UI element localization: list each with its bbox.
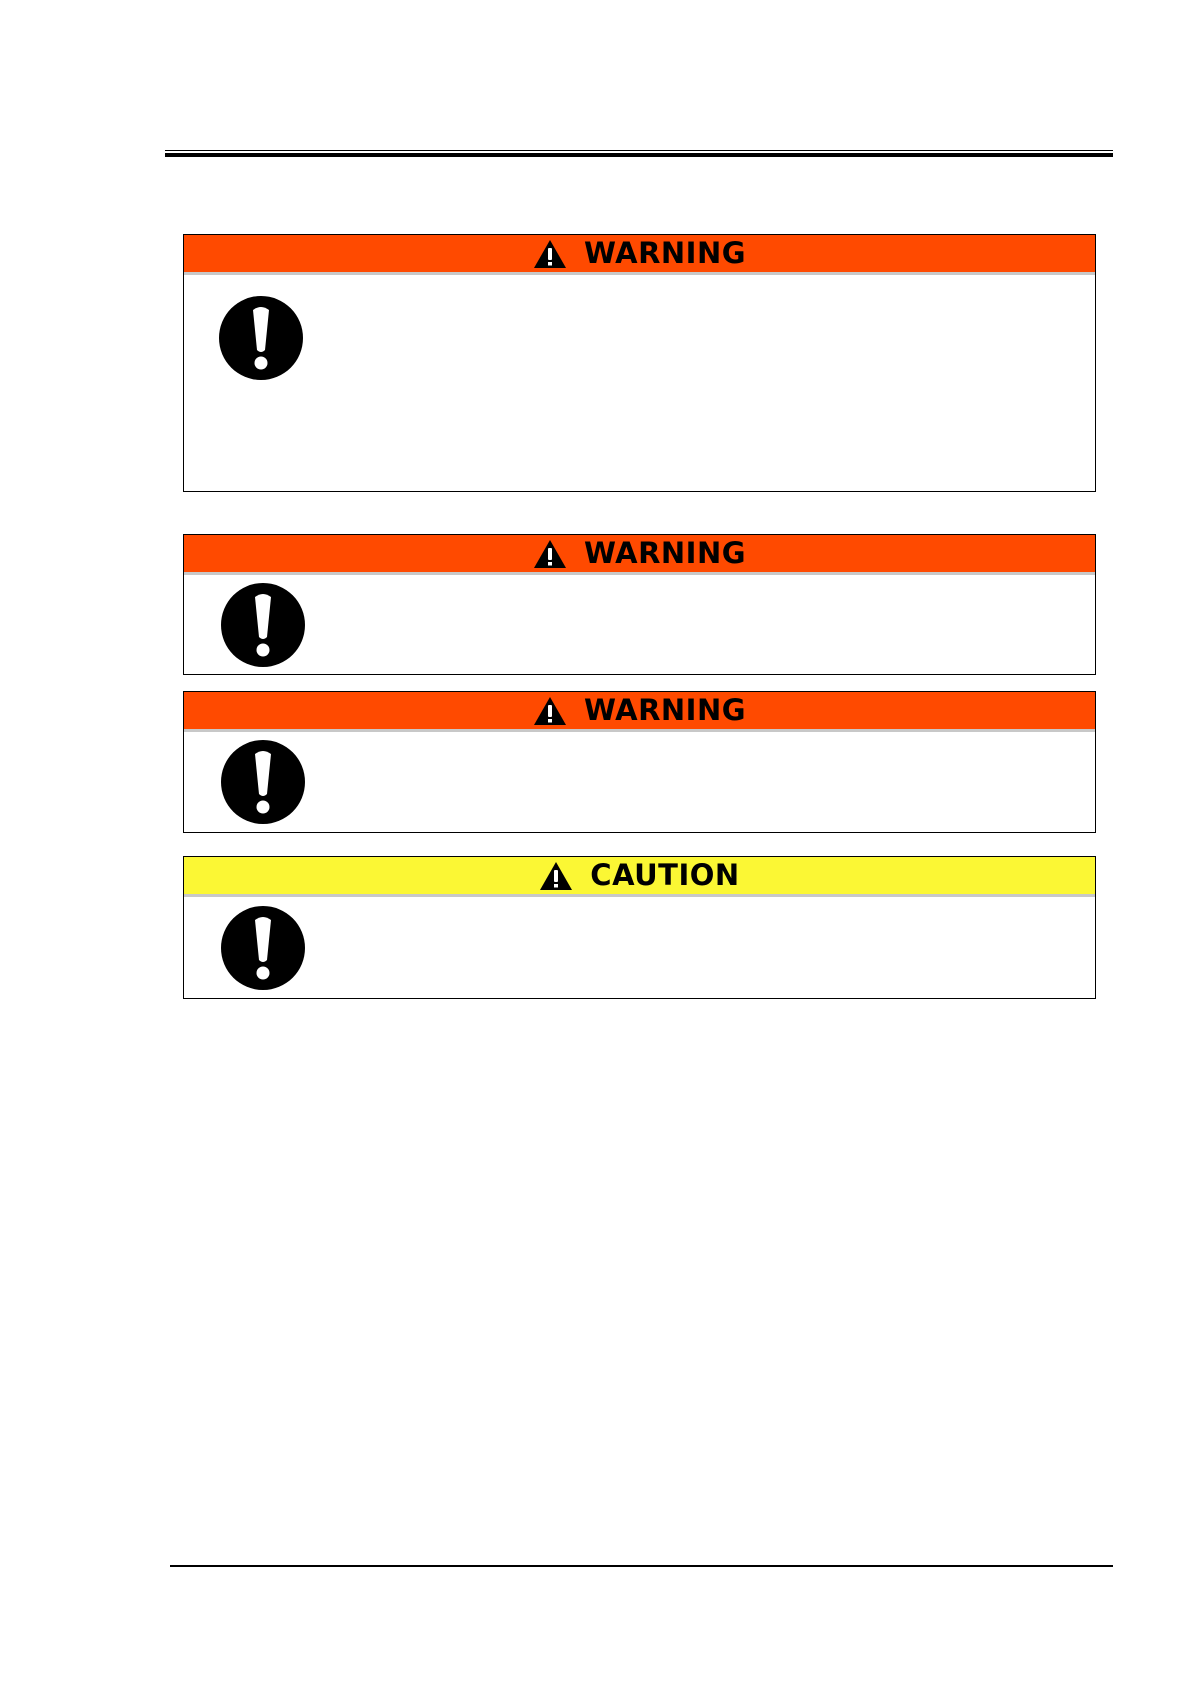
header-rule-thin — [165, 150, 1113, 151]
warning-triangle-icon — [533, 696, 567, 726]
mandatory-action-icon — [219, 296, 303, 380]
caution-label: CAUTION — [590, 858, 740, 892]
warning-header — [184, 235, 1095, 275]
warning-triangle-icon — [539, 861, 573, 891]
warning-triangle-icon — [533, 239, 567, 269]
mandatory-action-icon — [221, 906, 305, 990]
header-rule-thick — [165, 153, 1113, 157]
mandatory-action-icon — [221, 583, 305, 667]
warning-header — [184, 535, 1095, 575]
caution-header — [184, 857, 1095, 897]
warning-notice-2 — [183, 534, 1096, 675]
mandatory-action-icon — [221, 740, 305, 824]
warning-label: WARNING — [583, 693, 747, 727]
warning-notice-3 — [183, 691, 1096, 833]
caution-notice — [183, 856, 1096, 999]
warning-label: WARNING — [583, 236, 747, 270]
footer-rule — [170, 1565, 1113, 1567]
warning-header — [184, 692, 1095, 732]
warning-label: WARNING — [583, 536, 747, 570]
warning-triangle-icon — [533, 539, 567, 569]
warning-notice-1 — [183, 234, 1096, 492]
